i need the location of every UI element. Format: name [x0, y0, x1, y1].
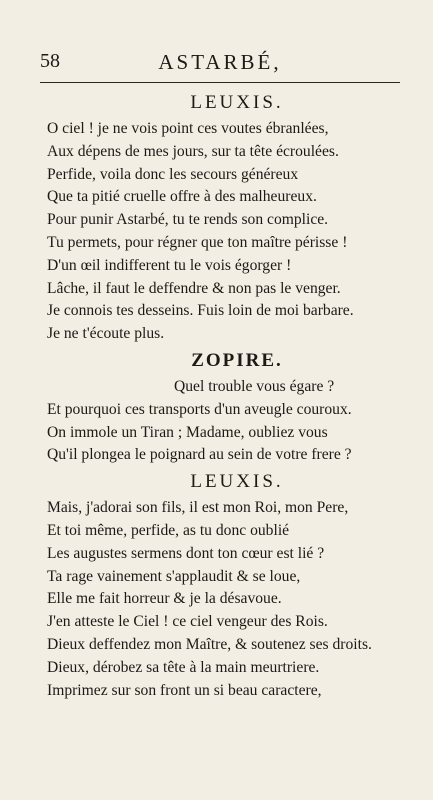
verse-line: D'un œil indifferent tu le vois égorger !: [47, 256, 292, 274]
verse-line: Perfide, voila donc les secours généreux: [47, 165, 299, 183]
verse-line: Je ne t'écoute plus.: [47, 325, 165, 343]
verse-line: Pour punir Astarbé, tu te rends son complice.: [47, 211, 329, 229]
speaker-name: LEUXIS.: [190, 471, 284, 493]
verse-line: O ciel ! je ne vois point ces voutes ébranlées,: [47, 120, 329, 137]
speaker-name: LEUXIS.: [190, 92, 284, 113]
verse-line: Que ta pitié cruelle offre à des malheureux.: [47, 188, 317, 206]
verse-line: Imprimez sur son front un si beau caractere,: [47, 681, 322, 699]
page-header: [40, 50, 400, 76]
speaker-name: ZOPIRE.: [191, 349, 283, 371]
verse-line: Et pourquoi ces transports d'un aveugle couroux.: [47, 400, 352, 418]
running-title: ASTARBÉ,: [158, 50, 282, 74]
verse-line: Mais, j'adorai son fils, il est mon Roi, mon Pere,: [47, 499, 349, 517]
verse-line: Elle me fait horreur & je la désavoue.: [47, 590, 282, 608]
verse-line: On immole un Tiran ; Madame, oubliez vous: [47, 423, 328, 441]
verse-line: Je connois tes desseins. Fuis loin de moi barbare.: [47, 302, 354, 320]
verse-line: Ta rage vainement s'applaudit & se loue,: [47, 567, 301, 585]
verse-line: J'en atteste le Ciel ! ce ciel vengeur des Rois.: [47, 613, 328, 631]
verse-line: Lâche, il faut le deffendre & non pas le venger.: [47, 279, 341, 297]
verse-line: Tu permets, pour régner que ton maître périsse !: [47, 233, 348, 251]
header-rule: [40, 82, 400, 83]
verse-line: Dieux, dérobez sa tête à la main meurtriere.: [47, 658, 320, 676]
verse-line: Aux dépens de mes jours, sur ta tête écroulées.: [47, 142, 339, 160]
verse-line: Dieux deffendez mon Maître, & soutenez ses droits.: [47, 635, 372, 653]
verse-line: Qu'il plongea le poignard au sein de votre frere ?: [47, 446, 352, 464]
page-number: 58: [40, 50, 60, 72]
verse-line-indented: Quel trouble vous égare ?: [174, 377, 335, 395]
verse-text: [47, 88, 407, 702]
verse-line: Les augustes sermens dont ton cœur est lié ?: [47, 544, 325, 562]
verse-line: Et toi même, perfide, as tu donc oublié: [47, 521, 290, 539]
